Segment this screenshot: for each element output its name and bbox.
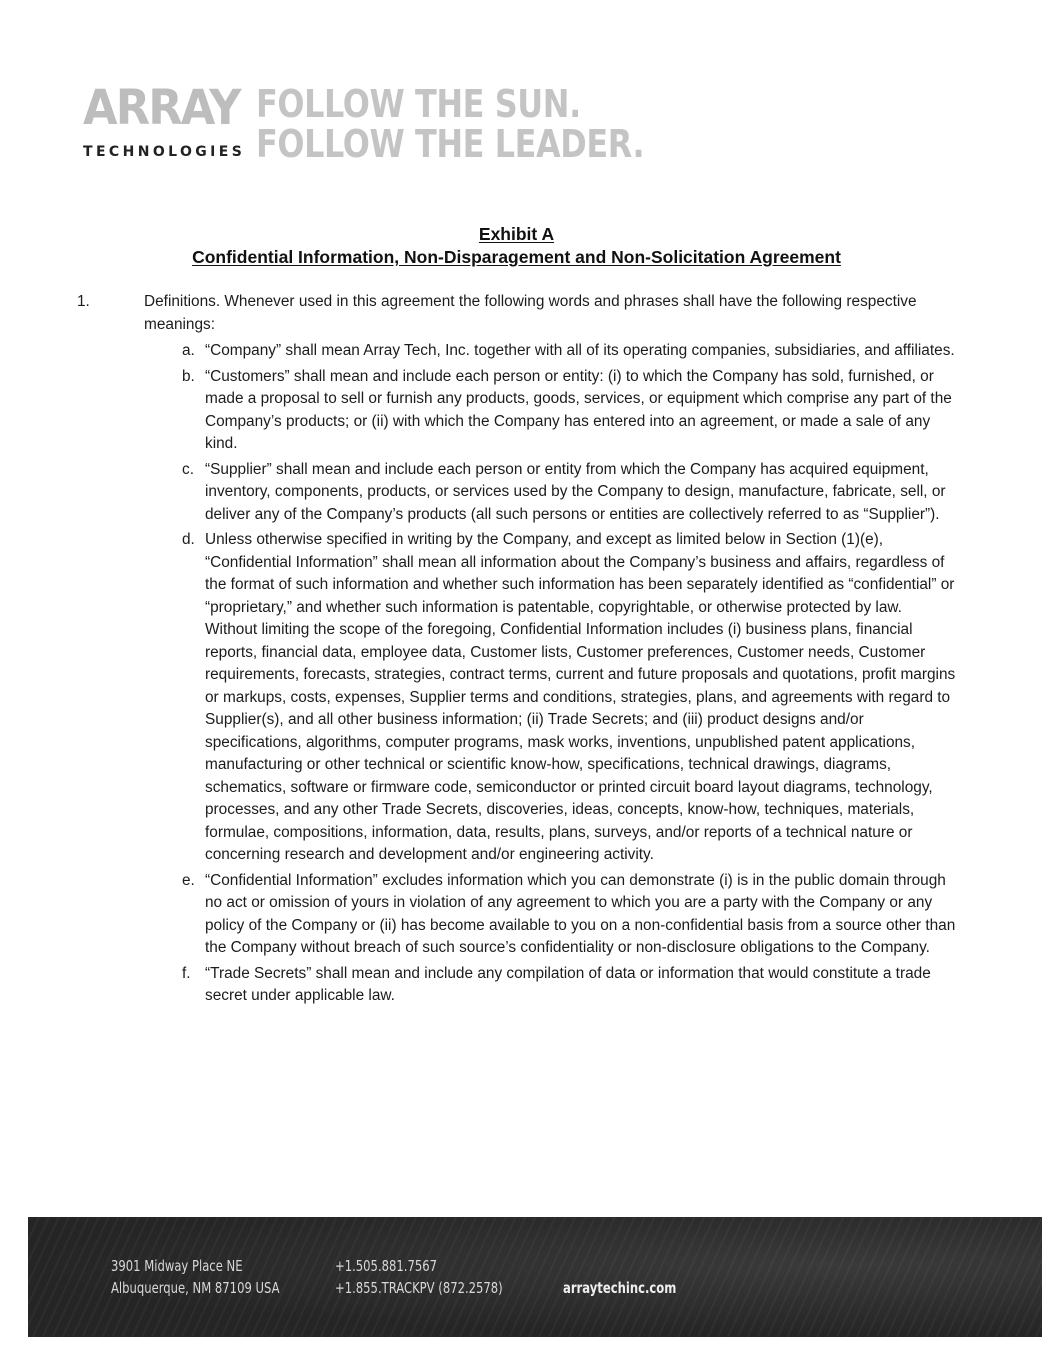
- logo-subtitle: TECHNOLOGIES: [83, 144, 246, 160]
- section-1: [77, 291, 957, 1008]
- definitions-list: [144, 340, 957, 1008]
- tagline-line-1: FOLLOW THE SUN.: [256, 82, 581, 126]
- definition-item: [144, 366, 957, 456]
- footer-website: arraytechinc.com: [563, 1279, 677, 1297]
- phone-line-2: +1.855.TRACKPV (872.2578): [335, 1279, 503, 1297]
- item-letter: f.: [182, 964, 191, 982]
- header-tagline: [256, 84, 644, 164]
- item-text: “Trade Secrets” shall mean and include any compilation of data or information that would constitute a trade secret under applicable law.: [205, 964, 931, 1004]
- footer-banner: [28, 1217, 1042, 1337]
- item-text: “Supplier” shall mean and include each person or entity from which the Company has acquired equipment, inventory, components, products, or services used by the Company to design, manufacture, fabricate, sell, or deliver any of the Company’s products (all such persons or entities are collectively referred to as “Supplier”).: [205, 460, 946, 523]
- section-intro: Definitions. Whenever used in this agreement the following words and phrases shall have the following respective meanings:: [144, 293, 917, 333]
- footer-phones: [335, 1255, 503, 1299]
- exhibit-title: Exhibit A: [478, 224, 555, 244]
- item-text: “Customers” shall mean and include each person or entity: (i) to which the Company has sold, furnished, or made a proposal to sell or furnish any products, goods, services, or equipment which comprise any part of the Company’s products; or (ii) with which the Company has entered into an agreement, or made a sale of any kind.: [205, 367, 952, 452]
- agreement-title: Confidential Information, Non-Disparagement and Non-Solicitation Agreement: [192, 247, 841, 267]
- address-line-1: 3901 Midway Place NE: [111, 1257, 243, 1275]
- item-text: “Confidential Information” excludes information which you can demonstrate (i) is in the public domain through no act or omission of yours in violation of any agreement to which you are a party with the Company or any policy of the Company or (ii) has become available to you on a non-confidential basis from a source other than the Company without breach of such source’s confidentiality or non-disclosure obligations to the Company.: [205, 871, 956, 956]
- item-letter: e.: [182, 871, 195, 889]
- logo-wordmark: ARRAY: [83, 80, 240, 136]
- section-number: 1.: [77, 293, 90, 310]
- tagline-line-2: FOLLOW THE LEADER.: [256, 122, 645, 166]
- definition-item: [144, 529, 957, 867]
- phone-line-1: +1.505.881.7567: [335, 1257, 437, 1275]
- item-letter: b.: [182, 367, 195, 385]
- item-letter: d.: [182, 531, 195, 548]
- item-letter: a.: [182, 342, 195, 359]
- address-line-2: Albuquerque, NM 87109 USA: [111, 1279, 280, 1297]
- array-technologies-logo: [83, 80, 246, 168]
- document-title: [0, 223, 1033, 269]
- item-text: Unless otherwise specified in writing by the Company, and except as limited below in Section (1)(e), “Confidential Information” shall mean all information about the Company’s business and affairs, regardless of the format of such information and whether such information has been separately identified as “confidential” or “proprietary,” and whether such information is patentable, copyrightable, or otherwise protected by law. Without limiting the scope of the foregoing, Confidential Information includes (i) business plans, financial reports, financial data, employee data, Customer lists, Customer preferences, Customer needs, Customer requirements, forecasts, strategies, contract terms, current and future proposals and quotations, profit margins or markups, costs, expenses, Supplier terms and conditions, strategies, plans, and agreements with regard to Supplier(s), and all other business information; (ii) Trade Secrets; and (iii) product designs and/or specifications, algorithms, computer programs, mask works, inventions, unpublished patent applications, manufacturing or other technical or scientific know-how, specifications, technical drawings, diagrams, schematics, software or firmware code, semiconductor or printed circuit board layout diagrams, technology, processes, and any other Trade Secrets, discoveries, ideas, concepts, know-how, techniques, materials, formulae, compositions, information, data, results, plans, surveys, and/or reports of a technical nature or concerning research and development and/or engineering activity.: [205, 531, 956, 863]
- item-letter: c.: [182, 460, 194, 478]
- definition-item: [144, 459, 957, 527]
- footer-address: [111, 1255, 280, 1299]
- document-body: [77, 291, 957, 1011]
- definition-item: [144, 963, 957, 1008]
- item-text: “Company” shall mean Array Tech, Inc. together with all of its operating companies, subsidiaries, and affiliates.: [205, 342, 955, 359]
- definition-item: [144, 340, 957, 363]
- definition-item: [144, 870, 957, 960]
